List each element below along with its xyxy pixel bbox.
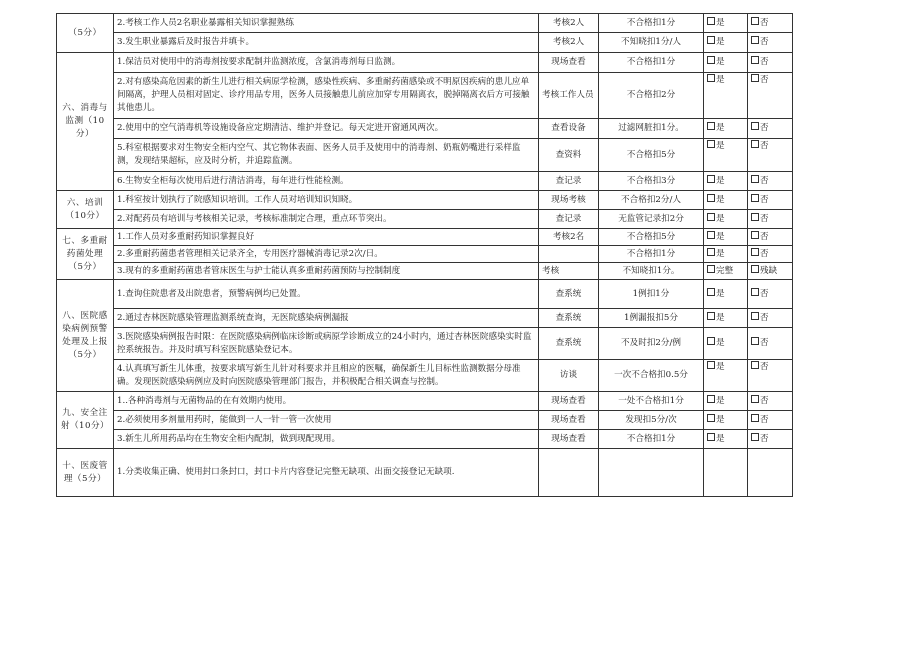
checkbox-icon xyxy=(707,361,715,369)
no-label: 否 xyxy=(760,75,769,85)
item-text: 1.科室按计划执行了院感知识培训。工作人员对培训知识知晓。 xyxy=(117,194,358,205)
score-cell xyxy=(599,53,704,73)
method-text: 考核2人 xyxy=(552,37,585,47)
checkbox-icon xyxy=(751,74,759,82)
category-cell xyxy=(57,191,114,229)
no-label: 否 xyxy=(760,17,769,28)
score-text: 一处不合格扣1分 xyxy=(618,395,684,406)
category-label: 六、消毒与监测（10分） xyxy=(62,103,108,139)
method-cell xyxy=(539,360,599,392)
incomplete-checkbox[interactable] xyxy=(748,263,793,280)
checkbox-icon xyxy=(707,414,715,422)
score-cell xyxy=(599,119,704,139)
score-cell xyxy=(599,392,704,411)
yes-label: 是 xyxy=(716,414,725,425)
method-text: 访谈 xyxy=(559,370,578,380)
checkbox-icon xyxy=(707,17,715,25)
checkbox-icon xyxy=(707,312,715,320)
no-checkbox[interactable] xyxy=(748,246,793,263)
score-cell xyxy=(599,263,704,280)
item-cell xyxy=(114,139,539,172)
no-checkbox[interactable] xyxy=(748,210,793,229)
category-label: 七、多重耐药菌处理（5分） xyxy=(62,235,108,272)
checkbox-icon xyxy=(707,56,715,64)
item-text: 1.保洁员对使用中的消毒剂按要求配制并监测浓度，含氯消毒剂每日监测。 xyxy=(117,57,401,67)
no-label: 否 xyxy=(760,175,769,186)
score-text: 不合格扣1分 xyxy=(626,17,676,28)
no-label: 否 xyxy=(760,123,769,133)
yes-label: 是 xyxy=(716,57,725,67)
no-label: 否 xyxy=(760,338,769,348)
checkbox-icon xyxy=(751,122,759,130)
score-cell xyxy=(599,210,704,229)
no-checkbox[interactable] xyxy=(748,411,793,430)
yes-label: 是 xyxy=(716,231,725,242)
inspection-table xyxy=(56,13,793,497)
item-text: 3.新生儿所用药品均在生物安全柜内配制，做到现配现用。 xyxy=(117,433,341,444)
yes-checkbox[interactable] xyxy=(704,430,748,449)
method-text: 考核 xyxy=(542,265,560,276)
yes-checkbox[interactable] xyxy=(704,33,748,53)
item-text: 5.科室根据要求对生物安全柜内空气、其它物体表面、医务人员手及使用中的消毒剂、奶瓶奶嘴进行采样监测，发现结果超标，应及时分析，并追踪监测。 xyxy=(117,143,521,166)
checkbox-icon xyxy=(707,231,715,239)
method-cell xyxy=(539,449,599,497)
no-label: 否 xyxy=(760,231,769,242)
no-label: 否 xyxy=(760,395,769,406)
checkbox-icon xyxy=(751,194,759,202)
method-text: 查资料 xyxy=(555,149,582,160)
method-cell xyxy=(539,392,599,411)
no-label: 否 xyxy=(760,288,769,299)
checkbox-icon xyxy=(751,248,759,256)
item-text: 2.通过杏林医院感染管理监测系统查询，无医院感染病例漏报 xyxy=(117,312,349,323)
item-text: 4.认真填写新生儿体重，按要求填写新生儿针对科要求并且相应的医嘱，确保新生儿目标性监测数据分母准确。发现医院感染病例应及时向医院感染管理部门报告，并积极配合相关调查与控制。 xyxy=(117,363,521,387)
no-checkbox[interactable] xyxy=(748,280,793,309)
checkbox-icon xyxy=(707,395,715,403)
score-text: 不合格扣1分 xyxy=(626,433,676,444)
yes-label: 是 xyxy=(716,123,725,133)
complete-label: 完整 xyxy=(716,265,734,276)
category-cell xyxy=(57,53,114,191)
no-checkbox[interactable] xyxy=(748,73,793,119)
score-cell xyxy=(599,14,704,33)
yes-label: 是 xyxy=(716,141,725,151)
score-text: 不及时扣2分/例 xyxy=(621,338,681,348)
no-checkbox[interactable] xyxy=(748,53,793,73)
method-cell xyxy=(539,328,599,360)
method-text: 查系统 xyxy=(555,338,582,348)
item-text: 3.医院感染病例报告时限：在医院感染病例临床诊断或病原学诊断成立的24小时内，通过杏林医院感染实时监控系统报告。并及时填写科室医院感染登记本。 xyxy=(117,331,532,355)
yes-cell xyxy=(704,449,748,497)
item-text: 2.对有感染高危因素的新生儿进行相关病原学检测，感染性疾病、多重耐药菌感染或不明原因疾病的患儿应单间隔离，护理人员相对固定、诊疗用品专用，医务人员接触患儿前应加穿专用隔离衣，脱掉隔离衣后方可接触其他患儿。 xyxy=(117,77,530,113)
checkbox-icon xyxy=(707,213,715,221)
method-cell xyxy=(539,210,599,229)
method-text: 考核2名 xyxy=(552,231,585,242)
checkbox-icon xyxy=(751,414,759,422)
method-cell xyxy=(539,280,599,309)
method-text: 现场查看 xyxy=(551,414,586,425)
checkbox-icon xyxy=(751,56,759,64)
yes-label: 是 xyxy=(716,194,725,205)
method-cell xyxy=(539,229,599,246)
score-cell xyxy=(599,246,704,263)
method-cell xyxy=(539,139,599,172)
score-text: 发现扣5分/次 xyxy=(625,414,677,425)
yes-checkbox[interactable] xyxy=(704,328,748,360)
checkbox-icon xyxy=(751,312,759,320)
checkbox-icon xyxy=(707,74,715,82)
complete-checkbox[interactable] xyxy=(704,263,748,280)
no-label: 否 xyxy=(760,141,769,151)
item-cell xyxy=(114,449,539,497)
method-text: 查看设备 xyxy=(551,123,586,133)
item-cell xyxy=(114,14,539,33)
method-text: 现场考核 xyxy=(551,194,586,205)
item-text: 1..各种消毒剂与无菌物品的在有效期内使用。 xyxy=(117,395,292,406)
category-label: 十、医废管理（5分） xyxy=(62,460,108,484)
no-label: 否 xyxy=(760,194,769,205)
score-cell xyxy=(599,328,704,360)
checkbox-icon xyxy=(751,433,759,441)
item-cell xyxy=(114,172,539,191)
method-text: 现场查看 xyxy=(551,433,586,444)
checkbox-icon xyxy=(751,395,759,403)
category-label: 六、培训（10分） xyxy=(65,197,105,221)
item-text: 1.分类收集正确、使用封口条封口，封口卡片内容登记完整无缺项、出面交接登记无缺项. xyxy=(117,467,455,477)
category-cell xyxy=(57,449,114,497)
method-cell xyxy=(539,53,599,73)
no-label: 否 xyxy=(760,248,769,259)
score-text: 不合格扣1分 xyxy=(626,248,676,259)
category-cell xyxy=(57,14,114,53)
score-cell xyxy=(599,172,704,191)
score-text: 不知晓扣1分。 xyxy=(622,265,680,276)
yes-label: 是 xyxy=(716,37,725,47)
score-cell xyxy=(599,33,704,53)
method-text: 查系统 xyxy=(555,312,582,323)
item-cell xyxy=(114,309,539,328)
yes-label: 是 xyxy=(716,17,725,28)
yes-label: 是 xyxy=(716,338,725,348)
method-text: 现场查看 xyxy=(551,395,586,406)
no-label: 否 xyxy=(760,362,769,372)
score-cell xyxy=(599,191,704,210)
yes-checkbox[interactable] xyxy=(704,14,748,33)
yes-checkbox[interactable] xyxy=(704,139,748,172)
score-text: 不合格扣2分 xyxy=(626,90,676,100)
no-checkbox[interactable] xyxy=(748,139,793,172)
no-checkbox[interactable] xyxy=(748,14,793,33)
score-cell xyxy=(599,430,704,449)
item-text: 1.查询住院患者及出院患者，预警病例均已处置。 xyxy=(117,288,306,299)
yes-checkbox[interactable] xyxy=(704,411,748,430)
yes-checkbox[interactable] xyxy=(704,172,748,191)
no-checkbox[interactable] xyxy=(748,119,793,139)
yes-checkbox[interactable] xyxy=(704,309,748,328)
item-cell xyxy=(114,411,539,430)
score-text: 不合格扣5分 xyxy=(626,231,676,242)
method-cell xyxy=(539,263,599,280)
item-cell xyxy=(114,280,539,309)
method-cell xyxy=(539,73,599,119)
item-text: 2.使用中的空气消毒机等设施设备应定期清洁、维护并登记。每天定进开窗通风两次。 xyxy=(117,123,444,133)
item-cell xyxy=(114,360,539,392)
yes-checkbox[interactable] xyxy=(704,392,748,411)
score-cell xyxy=(599,411,704,430)
item-text: 2.考核工作人员2名职业暴露相关知识掌握熟练 xyxy=(117,17,294,28)
checkbox-icon xyxy=(707,288,715,296)
score-text: 不合格扣3分 xyxy=(626,175,676,186)
yes-checkbox[interactable] xyxy=(704,191,748,210)
item-cell xyxy=(114,73,539,119)
item-cell xyxy=(114,191,539,210)
checkbox-icon xyxy=(751,231,759,239)
score-text: 过滤网脏扣1分。 xyxy=(618,123,684,133)
item-cell xyxy=(114,246,539,263)
checkbox-icon xyxy=(751,175,759,183)
no-checkbox[interactable] xyxy=(748,191,793,210)
no-label: 否 xyxy=(760,414,769,425)
checkbox-icon xyxy=(707,248,715,256)
item-text: 6.生物安全柜每次使用后进行清洁消毒，每年进行性能检测。 xyxy=(117,175,349,186)
no-cell xyxy=(748,449,793,497)
method-cell xyxy=(539,33,599,53)
yes-checkbox[interactable] xyxy=(704,246,748,263)
no-label: 否 xyxy=(760,312,769,323)
checkbox-icon xyxy=(707,36,715,44)
score-text: 一次不合格扣0.5分 xyxy=(614,370,688,380)
checkbox-icon xyxy=(751,213,759,221)
category-cell xyxy=(57,392,114,449)
item-cell xyxy=(114,263,539,280)
category-label: 八、医院感染病例预警处理及上报（5分） xyxy=(62,310,108,360)
score-text: 无监管记录扣2分 xyxy=(618,213,684,224)
score-cell xyxy=(599,309,704,328)
score-cell xyxy=(599,73,704,119)
item-cell xyxy=(114,328,539,360)
no-checkbox[interactable] xyxy=(748,33,793,53)
checkbox-icon xyxy=(707,337,715,345)
no-checkbox[interactable] xyxy=(748,392,793,411)
yes-checkbox[interactable] xyxy=(704,210,748,229)
score-text: 不知晓扣1分/人 xyxy=(621,37,681,47)
yes-label: 是 xyxy=(716,362,725,372)
method-cell xyxy=(539,191,599,210)
checkbox-icon xyxy=(751,265,759,273)
method-cell xyxy=(539,172,599,191)
no-label: 否 xyxy=(760,57,769,67)
category-label: 九、安全注射（10分） xyxy=(60,408,110,431)
score-text: 不合格扣1分 xyxy=(626,57,676,67)
item-cell xyxy=(114,119,539,139)
item-text: 1.工作人员对多重耐药知识掌握良好 xyxy=(117,231,255,242)
yes-label: 是 xyxy=(716,175,725,186)
score-cell xyxy=(599,360,704,392)
yes-label: 是 xyxy=(716,248,725,259)
item-cell xyxy=(114,210,539,229)
method-cell xyxy=(539,411,599,430)
item-cell xyxy=(114,33,539,53)
method-text: 考核2人 xyxy=(552,17,585,28)
checkbox-icon xyxy=(751,337,759,345)
no-label: 否 xyxy=(760,213,769,224)
item-text: 3.现有的多重耐药菌患者管床医生与护士能认真多重耐药菌预防与控制制度 xyxy=(117,265,401,276)
yes-label: 是 xyxy=(716,395,725,406)
yes-checkbox[interactable] xyxy=(704,360,748,392)
checkbox-icon xyxy=(707,175,715,183)
score-text: 不合格扣2分/人 xyxy=(621,194,681,205)
item-cell xyxy=(114,229,539,246)
no-checkbox[interactable] xyxy=(748,309,793,328)
item-text: 2.必须使用多剂量用药时，能做到一人一针一管一次使用 xyxy=(117,414,332,425)
method-cell xyxy=(539,309,599,328)
yes-checkbox[interactable] xyxy=(704,229,748,246)
yes-label: 是 xyxy=(716,312,725,323)
no-checkbox[interactable] xyxy=(748,229,793,246)
item-cell xyxy=(114,430,539,449)
yes-label: 是 xyxy=(716,433,725,444)
score-cell xyxy=(599,139,704,172)
yes-checkbox[interactable] xyxy=(704,73,748,119)
method-cell xyxy=(539,430,599,449)
checkbox-icon xyxy=(707,265,715,273)
method-cell xyxy=(539,246,599,263)
yes-checkbox[interactable] xyxy=(704,53,748,73)
checkbox-icon xyxy=(707,122,715,130)
yes-label: 是 xyxy=(716,288,725,299)
item-text: 2.多重耐药菌患者管理相关记录齐全，专用医疗器械消毒记录2次/日。 xyxy=(117,248,383,259)
incomplete-label: 残缺 xyxy=(760,265,778,276)
checkbox-icon xyxy=(707,433,715,441)
yes-checkbox[interactable] xyxy=(704,119,748,139)
yes-checkbox[interactable] xyxy=(704,280,748,309)
category-cell xyxy=(57,229,114,280)
yes-label: 是 xyxy=(716,213,725,224)
no-label: 否 xyxy=(760,433,769,444)
no-checkbox[interactable] xyxy=(748,360,793,392)
checkbox-icon xyxy=(751,140,759,148)
no-checkbox[interactable] xyxy=(748,172,793,191)
item-text: 2.对配药员有培训与考核相关记录，考核标准制定合理，重点环节突出。 xyxy=(117,213,392,224)
checkbox-icon xyxy=(751,36,759,44)
score-text: 1例漏报扣5分 xyxy=(624,312,678,323)
category-cell xyxy=(57,280,114,392)
item-cell xyxy=(114,53,539,73)
method-text: 现场查看 xyxy=(551,57,586,67)
item-text: 3.发生职业暴露后及时报告并填卡。 xyxy=(117,37,255,47)
score-cell xyxy=(599,280,704,309)
method-text: 考核工作人员 xyxy=(542,90,594,100)
no-checkbox[interactable] xyxy=(748,328,793,360)
item-cell xyxy=(114,392,539,411)
method-text: 查记录 xyxy=(555,213,582,224)
yes-label: 是 xyxy=(716,75,725,85)
checkbox-icon xyxy=(751,17,759,25)
method-cell xyxy=(539,119,599,139)
checkbox-icon xyxy=(707,194,715,202)
score-cell xyxy=(599,229,704,246)
method-text: 查记录 xyxy=(555,175,582,186)
checkbox-icon xyxy=(707,140,715,148)
category-label: （5分） xyxy=(68,27,102,38)
score-cell xyxy=(599,449,704,497)
checkbox-icon xyxy=(751,361,759,369)
score-text: 不合格扣5分 xyxy=(626,149,676,160)
score-text: 1例扣1分 xyxy=(632,288,670,299)
no-checkbox[interactable] xyxy=(748,430,793,449)
no-label: 否 xyxy=(760,37,769,47)
checkbox-icon xyxy=(751,288,759,296)
method-cell xyxy=(539,14,599,33)
method-text: 查系统 xyxy=(555,288,582,299)
